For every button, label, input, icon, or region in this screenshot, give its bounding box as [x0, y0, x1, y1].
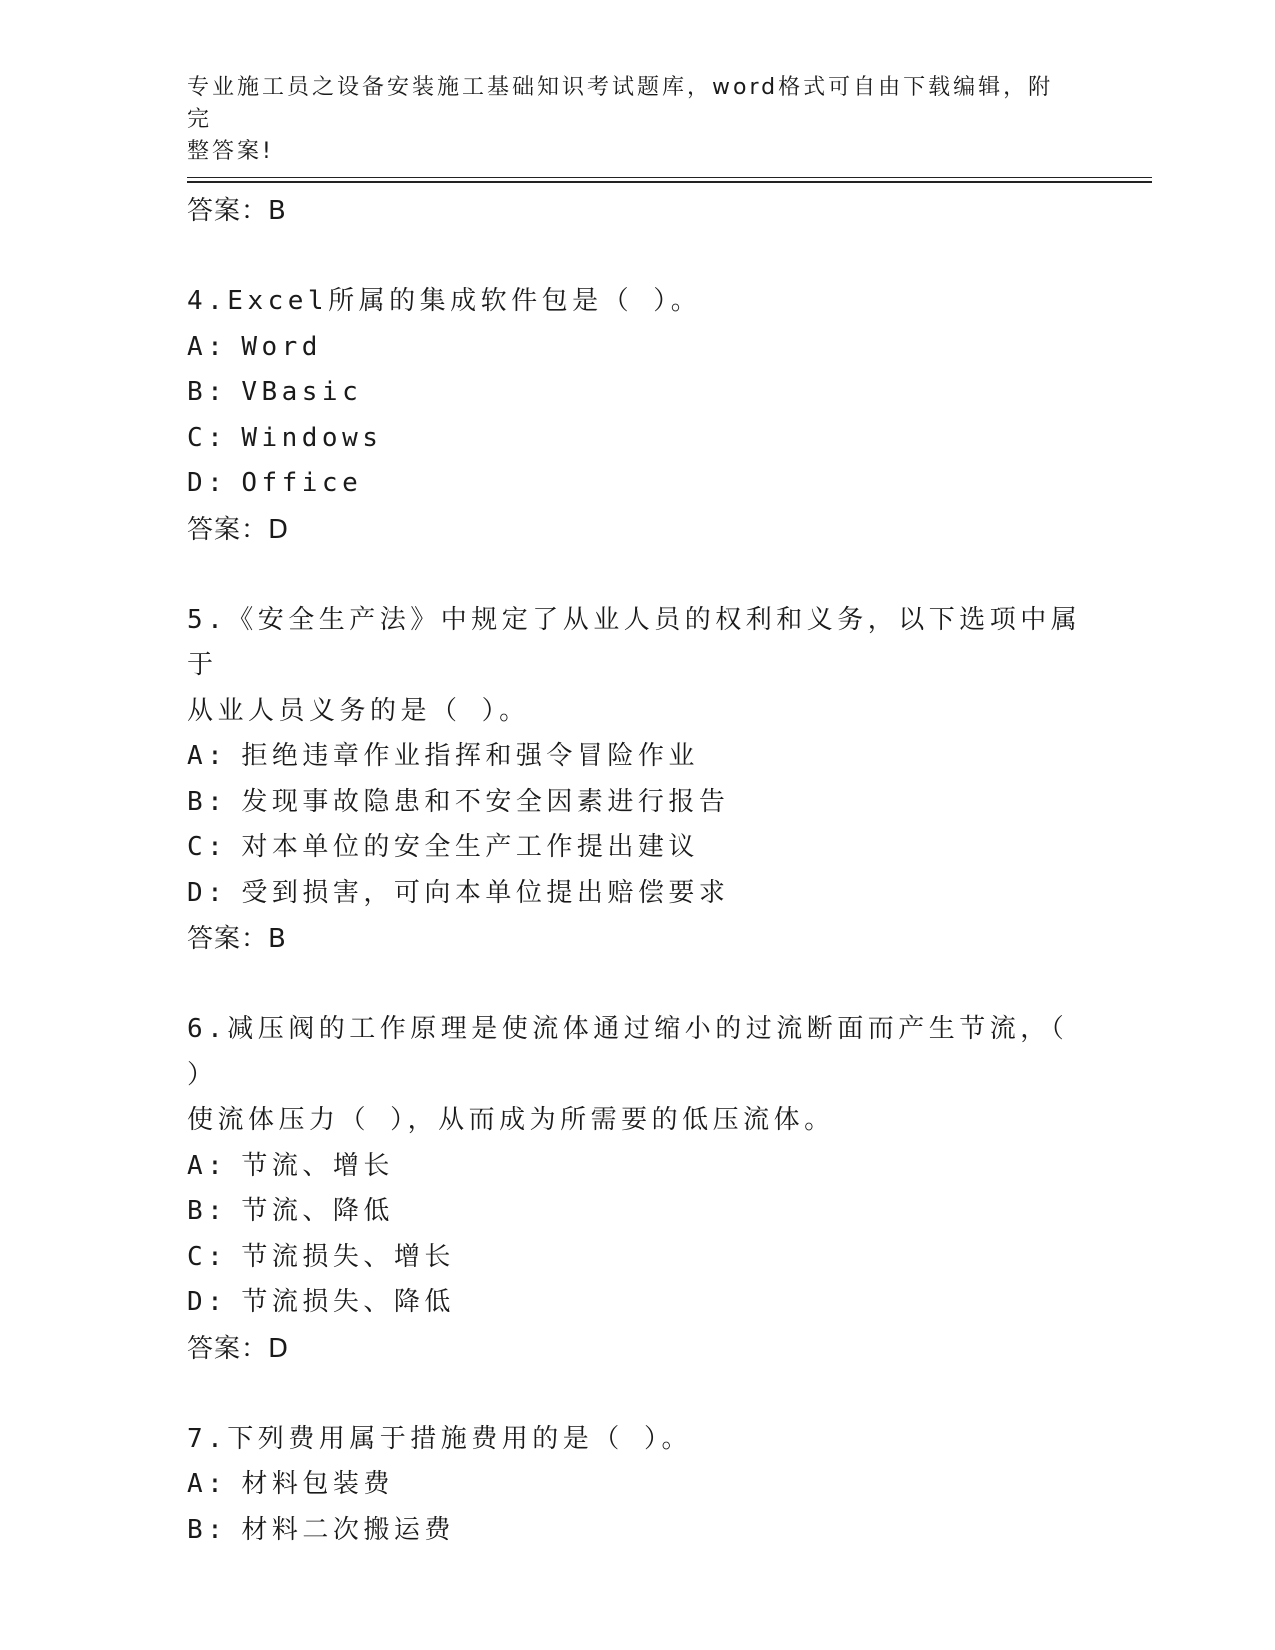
- option-key: A:: [187, 1469, 228, 1499]
- question-stem-line: 从业人员义务的是（ ）。: [187, 695, 530, 726]
- answer-line: 答案：D: [187, 514, 290, 545]
- option-key: B:: [187, 786, 228, 817]
- option-text: 拒绝违章作业指挥和强令冒险作业: [241, 741, 699, 771]
- question-stem-line: 7.下列费用属于措施费用的是（ ）。: [187, 1423, 692, 1454]
- spacer: [187, 553, 1087, 598]
- option-d: [187, 871, 1087, 917]
- question-block: [187, 598, 1087, 963]
- question-stem-line: 使流体压力（ ），从而成为所需要的低压流体。: [187, 1105, 835, 1135]
- option-key: C:: [187, 422, 228, 453]
- option-a: [187, 1144, 1087, 1190]
- option-key: B:: [187, 1196, 228, 1226]
- option-key: A:: [187, 331, 228, 362]
- option-key: B:: [187, 377, 228, 407]
- option-c: [187, 1235, 1087, 1281]
- question-block: [187, 279, 1087, 553]
- option-a: [187, 734, 1087, 780]
- question-stem: [187, 598, 1087, 735]
- option-text: 对本单位的安全生产工作提出建议: [241, 832, 699, 862]
- question-stem: [187, 279, 1087, 325]
- option-b: [187, 370, 1087, 416]
- option-c: [187, 825, 1087, 871]
- question-block: [187, 1007, 1087, 1372]
- question-stem-line: 4.Excel所属的集成软件包是（ ）。: [187, 286, 702, 316]
- option-key: D:: [187, 877, 228, 908]
- spacer: [187, 962, 1087, 1007]
- option-key: C:: [187, 832, 228, 862]
- option-text: 节流损失、降低: [241, 1287, 455, 1317]
- option-text: 受到损害，可向本单位提出赔偿要求: [241, 877, 730, 908]
- option-a: [187, 1462, 1087, 1508]
- option-b: [187, 780, 1087, 826]
- option-text: VBasic: [241, 377, 363, 407]
- question-stem: [187, 1417, 1087, 1463]
- option-text: 节流损失、增长: [241, 1241, 455, 1272]
- option-key: D:: [187, 1287, 228, 1317]
- document-body: [187, 188, 1087, 1553]
- question-block: [187, 1417, 1087, 1554]
- answer-line: 答案：D: [187, 1333, 290, 1364]
- option-key: C:: [187, 1241, 228, 1272]
- option-text: 材料二次搬运费: [241, 1514, 455, 1545]
- header-rule-thick: [187, 181, 1152, 183]
- option-key: A:: [187, 741, 228, 771]
- option-text: Word: [241, 331, 322, 362]
- question-stem-line: 5.《安全生产法》中规定了从业人员的权利和义务，以下选项中属于: [187, 604, 1082, 680]
- document-header: [187, 72, 1067, 168]
- option-b: [187, 1189, 1087, 1235]
- spacer: [187, 1372, 1087, 1417]
- option-c: [187, 416, 1087, 462]
- option-text: 节流、增长: [241, 1150, 394, 1181]
- question-stem-line: 6.减压阀的工作原理是使流体通过缩小的过流断面而产生节流，（ ）: [187, 1014, 1069, 1090]
- option-b: [187, 1508, 1087, 1554]
- option-d: [187, 1280, 1087, 1326]
- option-text: 材料包装费: [241, 1469, 394, 1499]
- option-text: 节流、降低: [241, 1196, 394, 1226]
- answer-line: 答案：B: [187, 924, 287, 954]
- spacer: [187, 234, 1087, 279]
- option-a: [187, 325, 1087, 371]
- header-line-1: 专业施工员之设备安装施工基础知识考试题库，word格式可自由下载编辑，附完: [187, 75, 1054, 132]
- question-stem: [187, 1007, 1087, 1144]
- option-text: Office: [241, 468, 363, 498]
- option-text: Windows: [241, 422, 383, 453]
- header-rule-thin: [187, 177, 1152, 178]
- option-key: B:: [187, 1514, 228, 1545]
- option-key: A:: [187, 1150, 228, 1181]
- answer-line: 答案：B: [187, 196, 287, 226]
- option-key: D:: [187, 468, 228, 498]
- option-text: 发现事故隐患和不安全因素进行报告: [241, 786, 730, 817]
- option-d: [187, 461, 1087, 507]
- header-line-2: 整答案!: [187, 139, 274, 164]
